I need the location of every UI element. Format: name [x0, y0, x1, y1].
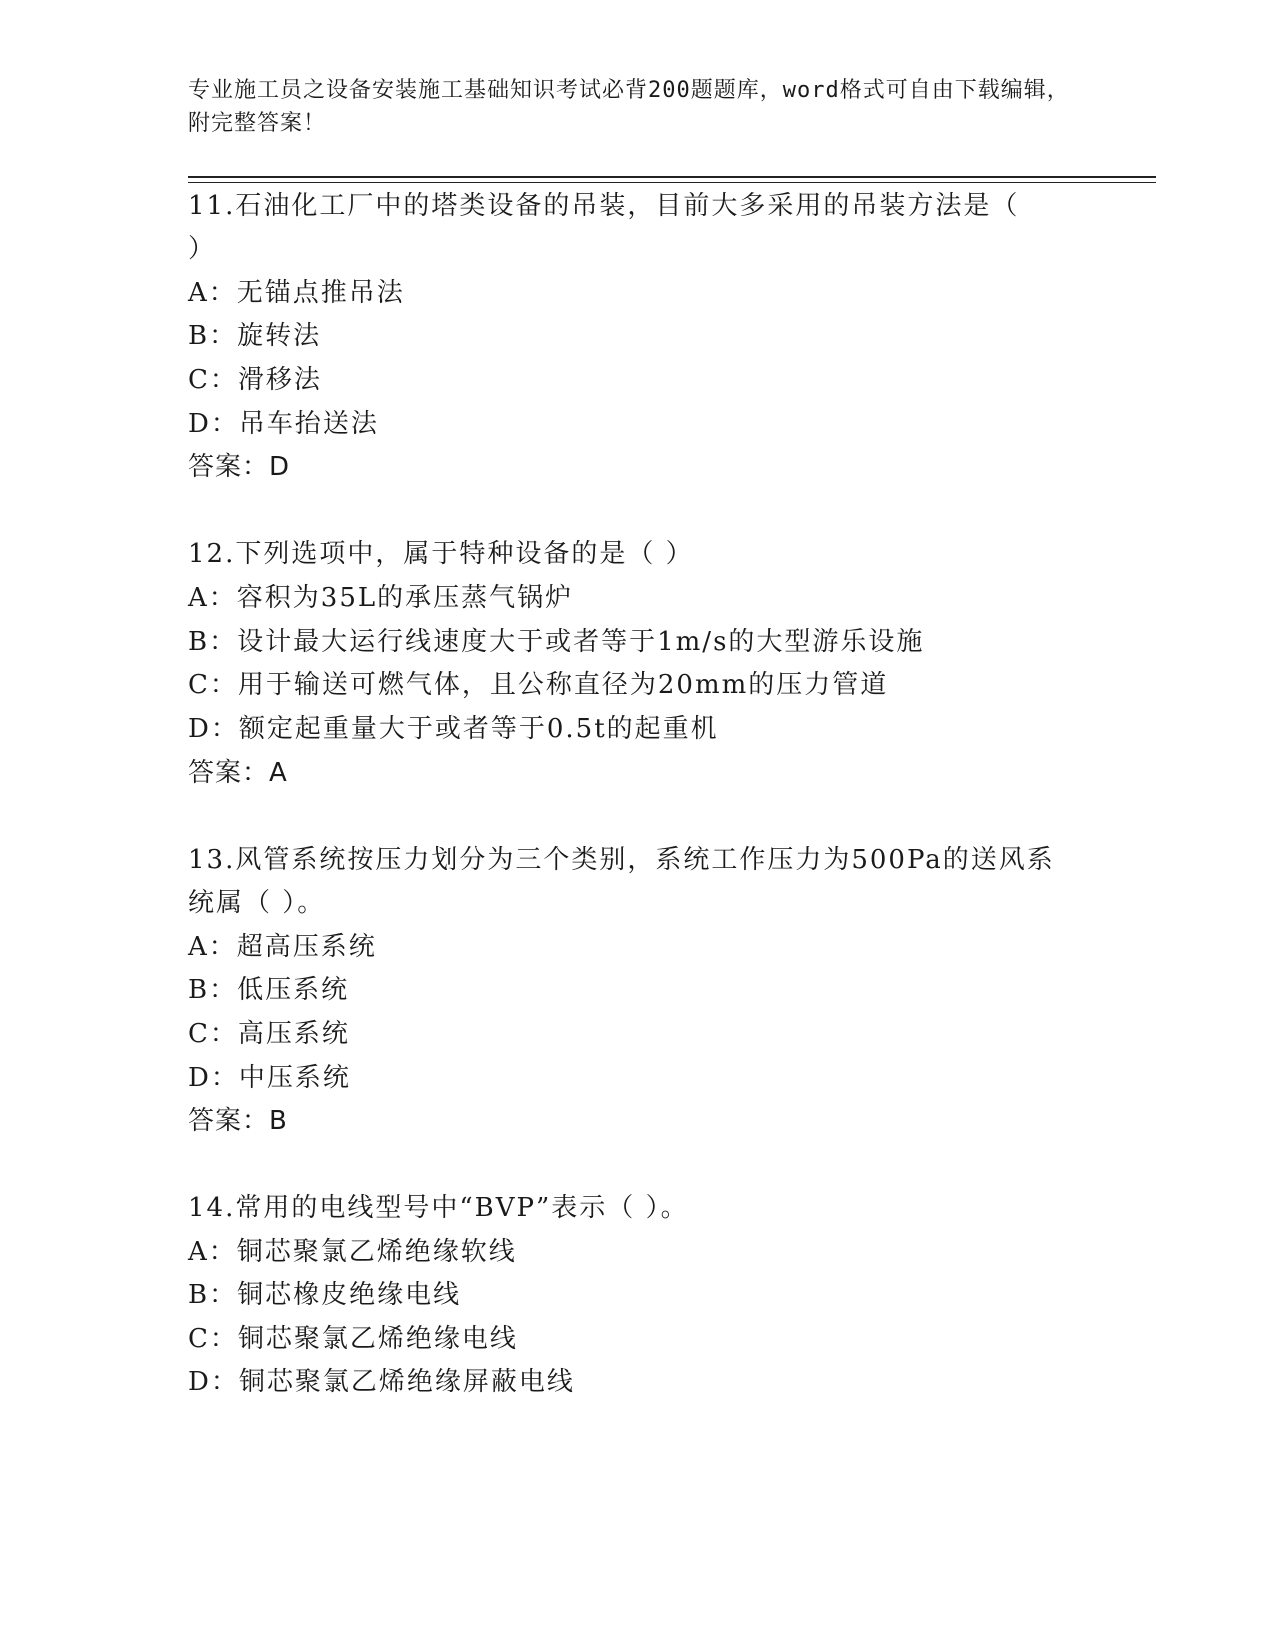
- option-d: D：铜芯聚氯乙烯绝缘屏蔽电线: [188, 1367, 575, 1397]
- answer: 答案：D: [188, 452, 291, 482]
- option-d: D：额定起重量大于或者等于0.5t的起重机: [188, 714, 719, 744]
- option-a: A：超高压系统: [188, 932, 377, 962]
- option-a: A：无锚点推吊法: [188, 278, 405, 308]
- question-stem: 13.风管系统按压力划分为三个类别，系统工作压力为500Pa的送风系: [188, 845, 1055, 875]
- header-divider-thick: [188, 176, 1156, 178]
- option-c: C：高压系统: [188, 1019, 350, 1049]
- option-c: C：铜芯聚氯乙烯绝缘电线: [188, 1324, 518, 1354]
- option-c: C：滑移法: [188, 365, 322, 395]
- question-stem: 11.石油化工厂中的塔类设备的吊装，目前大多采用的吊装方法是（: [188, 191, 1020, 221]
- answer: 答案：B: [188, 1106, 288, 1136]
- question-stem-continued: ）: [188, 234, 217, 264]
- option-d: D：吊车抬送法: [188, 409, 379, 439]
- header-divider-thin: [188, 182, 1156, 183]
- option-c: C：用于输送可燃气体，且公称直径为20mm的压力管道: [188, 670, 889, 700]
- question-stem-continued: 统属（ ）。: [188, 888, 326, 918]
- option-b: B：低压系统: [188, 975, 350, 1005]
- question-stem: 14.常用的电线型号中“BVP”表示（ ）。: [188, 1193, 689, 1223]
- option-b: B：铜芯橡皮绝缘电线: [188, 1280, 462, 1310]
- option-a: A：容积为35L的承压蒸气锅炉: [188, 583, 574, 613]
- option-b: B：设计最大运行线速度大于或者等于1m/s的大型游乐设施: [188, 627, 925, 657]
- question-stem: 12.下列选项中，属于特种设备的是（ ）: [188, 539, 694, 569]
- document-header: 专业施工员之设备安装施工基础知识考试必背200题题库，word格式可自由下载编辑，附完整答案！: [188, 78, 1070, 136]
- option-b: B：旋转法: [188, 321, 322, 351]
- option-a: A：铜芯聚氯乙烯绝缘软线: [188, 1237, 517, 1267]
- answer: 答案：A: [188, 758, 288, 788]
- option-d: D：中压系统: [188, 1063, 351, 1093]
